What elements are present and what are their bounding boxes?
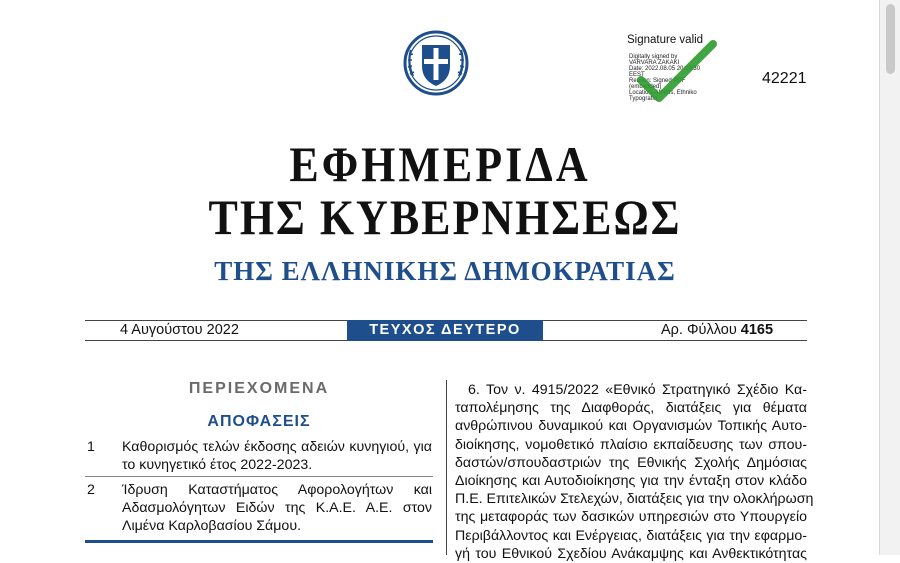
issue-series-band: ΤΕΥΧΟΣ ΔΕΥΤΕΡΟ <box>347 320 543 341</box>
masthead-subtitle: ΤΗΣ ΚΥΒΕΡΝΗΣΕΩΣ <box>208 190 682 245</box>
body-line: Διοίκησης και Αυτοδιοίκησης για την ένταξη στον κλάδο <box>455 473 807 490</box>
digital-signature-stamp[interactable] <box>625 34 735 109</box>
signature-line: Location: Athens, Ethniko <box>629 90 697 96</box>
sheet-value: 4165 <box>740 322 774 338</box>
issue-date: 4 Αυγούστου 2022 <box>120 322 239 338</box>
column-divider <box>446 380 447 555</box>
item-text: Ίδρυση Καταστήματος Αφορολογήτων και Αδασμολόγητων Ειδών της Κ.Α.Ε. Α.Ε. στον Λιμένα Καρλοβασίου Σάμου. <box>122 482 432 534</box>
scrollbar-thumb[interactable] <box>886 4 895 74</box>
section-heading: ΑΠΟΦΑΣΕΙΣ <box>207 413 311 430</box>
item-number: 2 <box>87 482 95 498</box>
item-number: 1 <box>87 439 95 455</box>
body-line: Περιβάλλοντος και Ενέργειας, διατάξεις για την εφαρμο- <box>455 527 807 544</box>
greek-coat-of-arms-icon <box>403 30 469 96</box>
body-line: Π.Ε. Επιτελικών Στελεχών, διατάξεις για την ολοκλήρωση <box>455 491 814 508</box>
masthead-title: ΕΦΗΜΕΡΙΔΑ <box>289 137 591 192</box>
item-text: Καθορισμός τελών έκδοσης αδειών κυνηγιού, για το κυνηγετικό έτος 2022-2023. <box>122 439 432 473</box>
vertical-scrollbar[interactable] <box>879 0 900 555</box>
contents-item[interactable] <box>85 481 433 537</box>
body-text-column <box>455 381 814 563</box>
signature-line: (embedded) <box>629 84 662 90</box>
signature-line: Digitally signed by <box>629 54 678 60</box>
contents-end-bar <box>85 540 433 543</box>
body-line: ταπολέμησης της Διαφθοράς, διατάξεις για θέματα <box>455 400 807 417</box>
signature-line: VARVARA ZAKAKI <box>629 60 680 66</box>
sheet-number <box>661 322 773 338</box>
body-line: δαστών/σπουδαστριών της Εθνικής Σχολής Δημόσιας <box>455 454 807 471</box>
signature-line: Typografio <box>629 96 658 102</box>
body-line: 6. Τον ν. 4915/2022 «Εθνικό Στρατηγικό Σχέδιο Κα- <box>468 382 807 398</box>
contents-item[interactable] <box>85 438 433 476</box>
signature-line: Date: 2022.08.05 20:20:30 <box>629 66 701 72</box>
body-line: της μεταφοράς των δασικών υπηρεσιών στο Υπουργείο <box>455 509 807 526</box>
body-line: ανθρώπινου δυναμικού και Οργανισμών Τοπικής Αυτο- <box>455 418 807 435</box>
contents-heading: ΠΕΡΙΕΧΟΜΕΝΑ <box>188 380 330 397</box>
body-line: γή του Εθνικού Σχεδίου Ανάκαμψης και Ανθεκτικότητας <box>455 545 807 562</box>
gazette-page-number: 42221 <box>762 70 807 87</box>
divider <box>85 476 433 477</box>
signature-status: Signature valid <box>627 34 704 46</box>
body-line: διοίκησης, νομοθετικό πλαίσιο εκπαίδευσης των σπου- <box>455 436 807 453</box>
sheet-label: Αρ. Φύλλου <box>661 322 737 338</box>
signature-line: EEST <box>629 72 645 78</box>
checkmark-icon <box>637 40 717 102</box>
signature-line: Reason: Signed PDF <box>629 78 686 84</box>
masthead-republic: ΤΗΣ ΕΛΛΗΝΙΚΗΣ ΔΗΜΟΚΡΑΤΙΑΣ <box>214 256 676 286</box>
